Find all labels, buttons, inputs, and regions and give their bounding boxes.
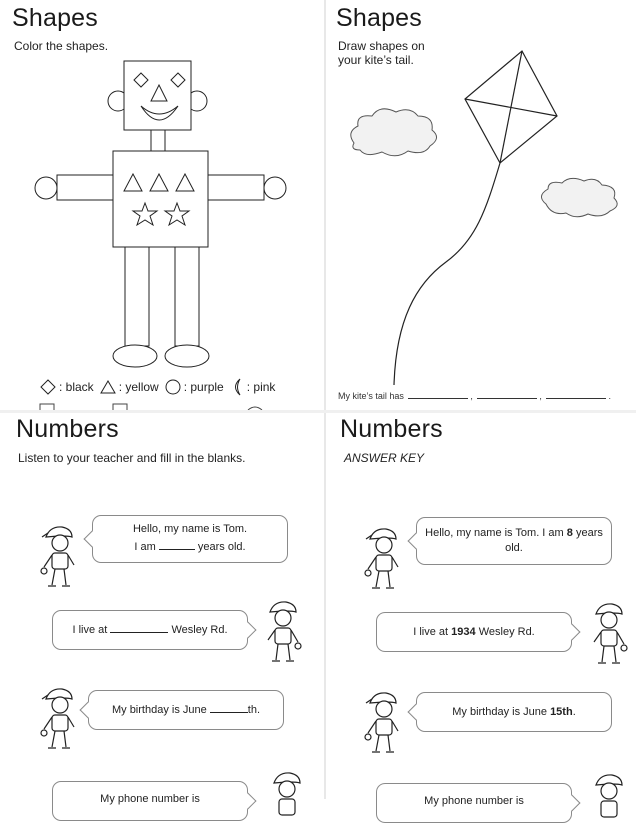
kid-icon xyxy=(588,771,630,837)
instruction-line: your kite’s tail. xyxy=(338,53,414,67)
bubble-text: My phone number is xyxy=(100,793,200,805)
color-legend xyxy=(40,378,281,396)
robot-left-foot xyxy=(113,345,157,367)
separator: , xyxy=(539,391,542,401)
cloud-icon xyxy=(541,178,617,216)
fill-blank[interactable] xyxy=(546,390,606,399)
robot-worksheet-panel xyxy=(0,0,324,410)
numbers-answer-key-panel xyxy=(326,413,636,807)
bubble-text: Hello, my name is Tom. I am xyxy=(425,527,564,539)
kite-worksheet-panel xyxy=(326,0,636,410)
speech-bubble xyxy=(416,692,612,732)
numbers-worksheet-panel xyxy=(0,413,324,805)
bubble-text: Wesley Rd. xyxy=(171,624,228,636)
speech-bubble xyxy=(52,610,248,650)
bubble-text: My birthday is June xyxy=(111,704,207,716)
separator: , xyxy=(470,391,473,401)
kite-illustration xyxy=(326,0,636,390)
bubble-text: years old. xyxy=(197,541,246,553)
answer-value: 1934 xyxy=(451,626,476,638)
bubble-text: years xyxy=(575,527,603,539)
robot-left-arm xyxy=(57,175,113,200)
instruction-text: Listen to your teacher and fill in the blanks. xyxy=(18,451,246,465)
page-title: Shapes xyxy=(336,4,422,32)
kid-icon xyxy=(362,525,404,591)
vertical-divider xyxy=(324,0,326,799)
speech-bubble xyxy=(52,781,248,821)
address-blank[interactable] xyxy=(110,622,168,633)
speech-bubble xyxy=(376,612,572,652)
robot-illustration xyxy=(0,0,324,380)
speech-bubble xyxy=(92,515,288,563)
legend-label: : pink xyxy=(246,380,276,394)
bubble-text: I live at xyxy=(413,626,449,638)
legend-label: : purple xyxy=(183,380,224,394)
circle-icon xyxy=(165,379,181,395)
speech-bubble xyxy=(376,783,572,823)
robot-neck xyxy=(151,130,165,151)
fill-blank[interactable] xyxy=(408,390,468,399)
bubble-text: I live at xyxy=(72,624,108,636)
kite-tail-string xyxy=(394,163,500,385)
bubble-line: old. xyxy=(505,542,523,554)
robot-right-leg xyxy=(175,247,199,346)
birthday-blank[interactable] xyxy=(210,702,248,713)
tail-sentence xyxy=(338,390,611,401)
fill-blank[interactable] xyxy=(477,390,537,399)
bubble-text: Wesley Rd. xyxy=(478,626,535,638)
kid-icon xyxy=(588,600,630,666)
bubble-text: I am xyxy=(134,541,156,553)
answer-key-label: ANSWER KEY xyxy=(344,451,425,465)
robot-left-leg xyxy=(125,247,149,346)
horizontal-divider xyxy=(0,410,636,413)
kid-icon xyxy=(362,689,404,755)
bubble-line xyxy=(423,526,605,541)
robot-left-hand xyxy=(35,177,57,199)
page-title: Numbers xyxy=(16,415,119,443)
bubble-line xyxy=(99,538,281,556)
robot-right-arm xyxy=(208,175,264,200)
bubble-text: th. xyxy=(247,704,261,716)
instruction-line: Draw shapes on xyxy=(338,39,425,53)
robot-body xyxy=(113,151,208,247)
bubble-text: My birthday is June xyxy=(452,706,547,718)
robot-right-foot xyxy=(165,345,209,367)
bubble-text: . xyxy=(572,706,576,718)
answer-value: 8 xyxy=(566,527,573,539)
instruction-text: Color the shapes. xyxy=(14,39,109,53)
kid-icon xyxy=(266,769,308,835)
triangle-icon xyxy=(100,379,116,395)
tail-sentence-label: My kite’s tail has xyxy=(338,391,404,401)
robot-right-hand xyxy=(264,177,286,199)
kid-icon xyxy=(262,598,304,664)
kid-icon xyxy=(38,685,80,751)
diamond-icon xyxy=(40,379,56,395)
speech-bubble xyxy=(88,690,284,730)
crescent-icon xyxy=(230,378,244,396)
bubble-line: Hello, my name is Tom. xyxy=(132,523,248,535)
legend-label: : yellow xyxy=(118,380,159,394)
page-title: Numbers xyxy=(340,415,443,443)
cloud-icon xyxy=(351,109,437,156)
separator: . xyxy=(608,391,611,401)
speech-bubble xyxy=(416,517,612,565)
age-blank[interactable] xyxy=(159,539,195,550)
kid-icon xyxy=(38,523,80,589)
page-title: Shapes xyxy=(12,4,98,32)
legend-label: : black xyxy=(59,380,94,394)
answer-value: 15th xyxy=(550,706,573,718)
bubble-text: My phone number is xyxy=(424,795,524,807)
